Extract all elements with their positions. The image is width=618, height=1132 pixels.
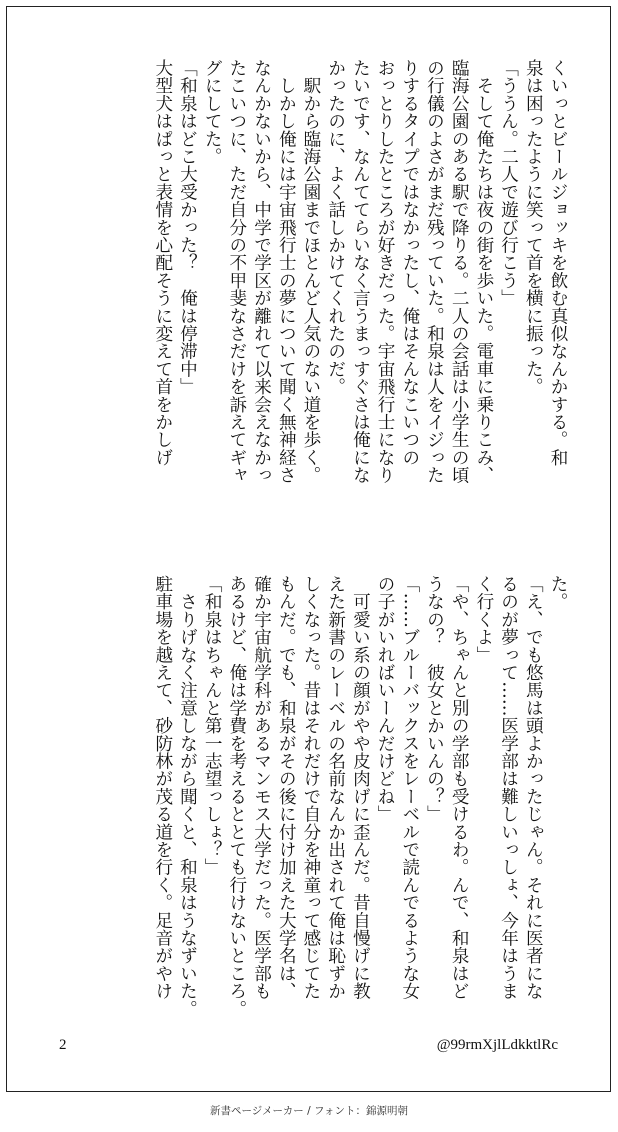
page-frame [6,6,611,1092]
upper-text-column: くいっとビールジョッキを飲む真似なんかする。和 泉は困ったように笑って首を横に振った。 「ううん。二人で遊び行こう」 そして俺たちは夜の街を歩いた。電車に乗りこみ、 臨海公園のある駅で降りる。二人の会話は小学生の頃 の行儀のよさがまだ残っていた。和泉は人をイジった りするタイプではなかったし、俺はそんなこいつの おっとりしたところが好きだった。宇宙飛行士になり たいです、なんててらいなく言うまっすぐさは俺にな かったのに、よく話しかけてくれたのだ。 駅から臨海公園までほとんど人気のない道を歩く。 しかし俺には宇宙飛行士の夢について聞く無神経さ なんかないから、中学で学区が離れて以来会えなかっ たこいつに、ただ自分の不甲斐なさだけを訴えてギャ グにしてた。 「和泉はどこ大受かった？ 俺は停滞中」 大型犬はぱっと表情を心配そうに変えて首をかしげ [152,59,568,484]
page-number: 2 [59,1037,67,1053]
lower-text-column: た。 「え、でも悠馬は頭よかったじゃん。それに医者にな るのが夢って……医学部は難しいっしょ、今年はうま く行くよ」 「や、ちゃんと別の学部も受けるわ。んで、和泉はど うなの？ 彼女とかいんの？」 「……ブルーバックスをレーベルで読んでるような女 の子がいればいーんだけどね」 可愛い系の顔がやや皮肉げに歪んだ。昔自慢げに教 えた新書のレーベルの名前なんか出されて俺は恥ずか しくなった。昔はそれだけで自分を神童って感じてた もんだ。でも、和泉がその後に付け加えた大学名は、 確か宇宙航学科があるマンモス大学だった。医学部も あるけど、俺は学費を考えるととても行けないところ。 「和泉はちゃんと第一志望っしょ？」 さりげなく注意しながら聞くと、和泉はうなずいた。 駐車場を越えて、砂防林が茂る道を行く。足音がやけ [152,575,568,1018]
author-handle: @99rmXjlLdkktlRc [436,1037,558,1053]
footer-credit: 新書ページメーカー / フォント：錦源明朝 [210,1105,408,1117]
